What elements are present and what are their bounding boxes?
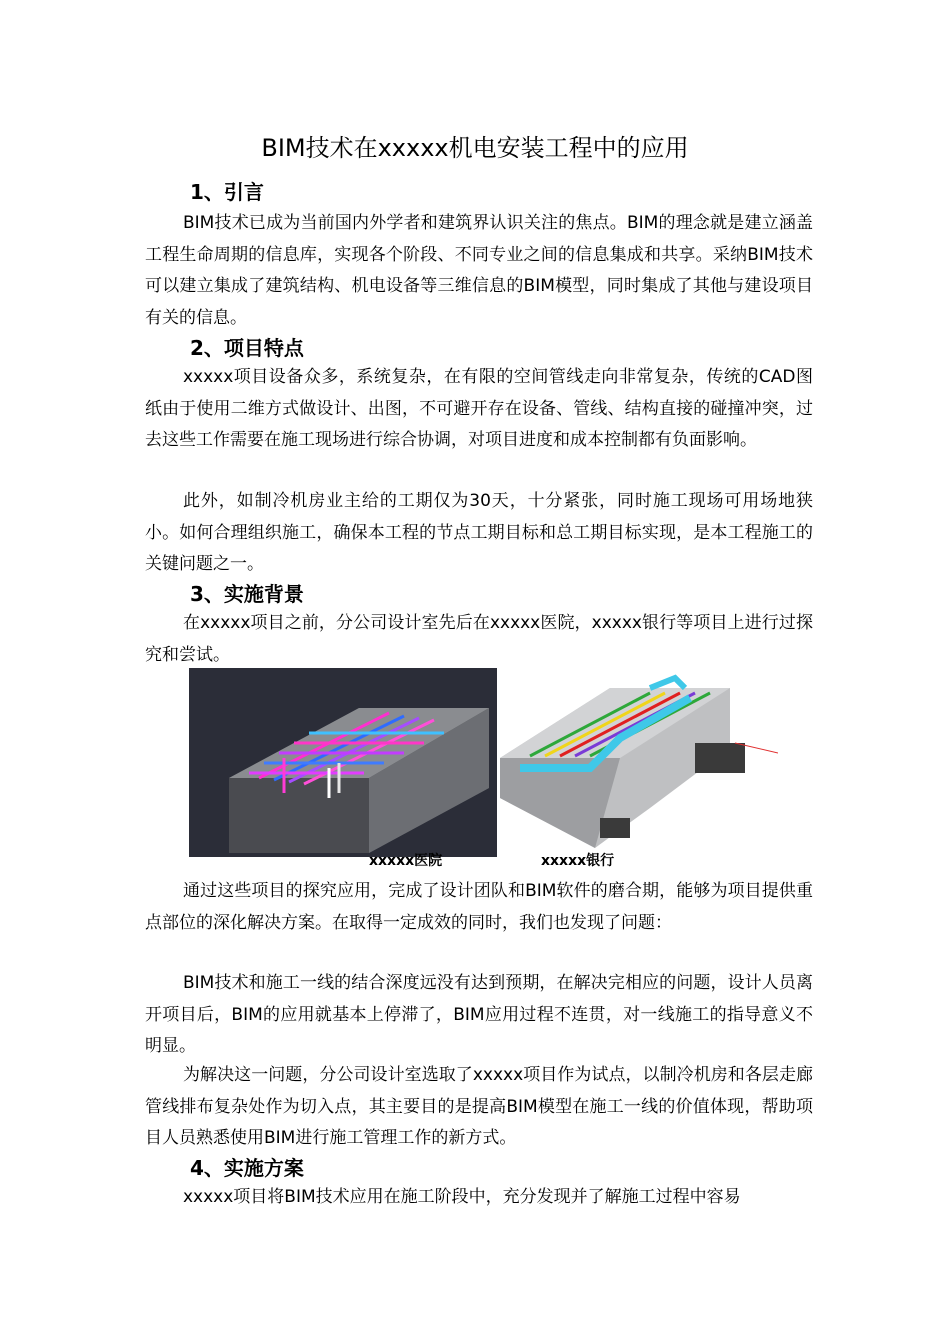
paragraph: 为解决这一问题，分公司设计室选取了xxxxx项目作为试点，以制冷机房和各层走廊管线排布复杂处作为切入点，其主要目的是提高BIM模型在施工一线的价值体现，帮助项目人员熟悉使用BIM进行施工管理工作的新方式。 — [145, 1065, 813, 1148]
paragraph: 通过这些项目的探究应用，完成了设计团队和BIM软件的磨合期，能够为项目提供重点部位的深化解决方案。在取得一定成效的同时，我们也发现了问题： — [145, 881, 813, 933]
figure-caption-bank: xxxxx银行 — [541, 853, 615, 869]
heading-background: 3、实施背景 — [190, 582, 304, 606]
heading-introduction: 1、引言 — [190, 180, 264, 204]
heading-implementation-plan: 4、实施方案 — [190, 1156, 304, 1180]
paragraph: 在xxxxx项目之前，分公司设计室先后在xxxxx医院，xxxxx银行等项目上进行过探究和尝试。 — [145, 613, 813, 665]
paragraph: xxxxx项目将BIM技术应用在施工阶段中，充分发现并了解施工过程中容易 — [183, 1187, 741, 1207]
paragraph: xxxxx项目设备众多，系统复杂，在有限的空间管线走向非常复杂，传统的CAD图纸由于使用二维方式做设计、出图，不可避开存在设备、管线、结构直接的碰撞冲突，过去这些工作需要在施工现场进行综合协调，对项目进度和成本控制都有负面影响。 — [145, 367, 813, 450]
paragraph: BIM技术已成为当前国内外学者和建筑界认识关注的焦点。BIM的理念就是建立涵盖工程生命周期的信息库，实现各个阶段、不同专业之间的信息集成和共享。采纳BIM技术可以建立集成了建筑结构、机电设备等三维信息的BIM模型，同时集成了其他与建设项目有关的信息。 — [145, 213, 813, 328]
bim-model-bank-image — [500, 668, 778, 857]
heading-project-features: 2、项目特点 — [190, 336, 304, 360]
paragraph: BIM技术和施工一线的结合深度远没有达到预期，在解决完相应的问题，设计人员离开项目后，BIM的应用就基本上停滞了，BIM应用过程不连贯，对一线施工的指导意义不明显。 — [145, 973, 813, 1056]
document-title: BIM技术在xxxxx机电安装工程中的应用 — [261, 134, 689, 162]
figure-caption-hospital: xxxxx医院 — [369, 853, 443, 869]
paragraph: 此外，如制冷机房业主给的工期仅为30天，十分紧张，同时施工现场可用场地狭小。如何合理组织施工，确保本工程的节点工期目标和总工期目标实现，是本工程施工的关键问题之一。 — [145, 491, 813, 574]
bim-model-hospital-image — [189, 668, 497, 857]
